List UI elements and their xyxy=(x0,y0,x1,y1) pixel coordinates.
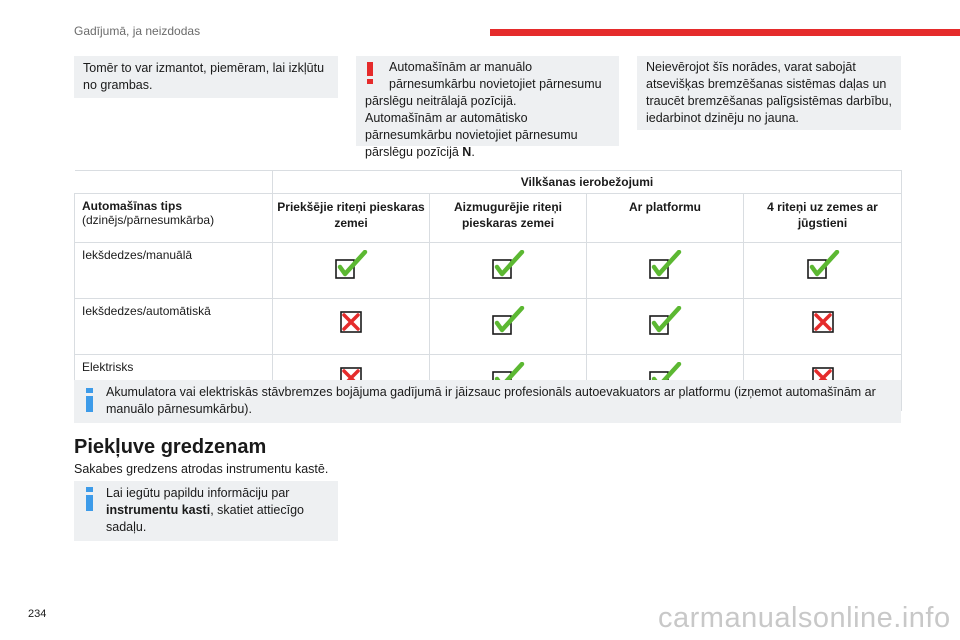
table-row xyxy=(75,299,902,355)
info2-post: , skatiet attiecīgo sadaļu. xyxy=(106,503,304,534)
info-icon xyxy=(86,388,93,412)
row-label: Elektrisks xyxy=(75,355,273,411)
info-icon xyxy=(86,487,93,511)
section-text: Sakabes gredzens atrodas instrumentu kastē. xyxy=(74,462,329,476)
column-header: Priekšējie riteņi pieskaras zemei xyxy=(273,194,430,243)
checkmark-icon xyxy=(648,250,682,282)
checkmark-icon xyxy=(806,250,840,282)
towing-restrictions-table xyxy=(74,170,902,411)
status-cell xyxy=(430,243,586,288)
warning-line-1: Automašīnām ar manuālo xyxy=(389,60,533,74)
cross-icon xyxy=(340,311,362,333)
note-text: Neievērojot šīs norādes, varat sabojāt atsevišķas bremzēšanas sistēmas daļas un traucēt bremzēšanas palīgsistēmas darbību, iedarbinot dzinēju no jauna. xyxy=(646,60,892,125)
header-title: Gadījumā, ja neizdodas xyxy=(74,24,201,38)
vehicle-type-subtitle: (dzinējs/pārnesumkārba) xyxy=(82,213,215,227)
table-caption: Vilkšanas ierobežojumi xyxy=(273,171,902,194)
page-number: 234 xyxy=(28,608,47,620)
warning-box xyxy=(356,56,619,159)
watermark: carmanualsonline.info xyxy=(658,602,951,634)
checkmark-icon xyxy=(491,250,525,282)
table-row xyxy=(75,243,902,299)
column-header-vehicle-type xyxy=(75,194,273,243)
table-empty-corner xyxy=(75,171,273,194)
status-cell xyxy=(273,299,429,344)
column-header: 4 riteņi uz zemes ar jūgstieni xyxy=(744,194,902,243)
warning-p2-end: . xyxy=(471,145,475,159)
status-cell xyxy=(587,299,743,344)
note-box-left xyxy=(74,56,338,98)
checkmark-icon xyxy=(648,306,682,338)
cross-icon xyxy=(812,311,834,333)
column-header: Aizmugurējie riteņi pieskaras zemei xyxy=(430,194,587,243)
checkmark-icon xyxy=(491,306,525,338)
warning-paragraph-2 xyxy=(365,110,610,161)
column-header: Ar platformu xyxy=(587,194,744,243)
row-label: Iekšdedzes/automātiskā xyxy=(75,299,273,355)
checkmark-icon xyxy=(334,250,368,282)
info-box-toolbox xyxy=(74,481,338,541)
row-label: Iekšdedzes/manuālā xyxy=(75,243,273,299)
warning-exclamation-icon xyxy=(365,62,375,84)
warning-line-2: pārnesumkārbu novietojiet pārnesumu xyxy=(389,77,602,91)
info-text: Akumulatora vai elektriskās stāvbremzes bojājuma gadījumā ir jāizsauc profesionāls autoevakuators ar platformu (izņemot automašīnām ar manuālo pārnesumkārbu). xyxy=(106,385,876,416)
info2-pre: Lai iegūtu papildu informāciju par xyxy=(106,486,290,500)
status-cell xyxy=(273,243,429,288)
info-box-towing xyxy=(74,380,901,423)
vehicle-type-title: Automašīnas tips xyxy=(82,199,183,213)
status-cell xyxy=(430,299,586,344)
warning-p2-bold: N xyxy=(462,145,472,159)
status-cell xyxy=(587,243,743,288)
section-title: Piekļuve gredzenam xyxy=(74,436,267,458)
info2-bold: instrumentu kasti xyxy=(106,503,211,517)
status-cell xyxy=(744,243,901,288)
status-cell xyxy=(744,299,901,344)
header-accent-bar xyxy=(490,29,960,36)
note-box-right xyxy=(637,56,901,130)
note-text: Tomēr to var izmantot, piemēram, lai izkļūtu no grambas. xyxy=(83,61,325,92)
warning-line-3: pārslēgu neitrālajā pozīcijā. xyxy=(365,94,517,108)
warning-p2-text: Automašīnām ar automātisko pārnesumkārbu novietojiet pārnesumu pārslēgu pozīcijā xyxy=(365,111,578,159)
